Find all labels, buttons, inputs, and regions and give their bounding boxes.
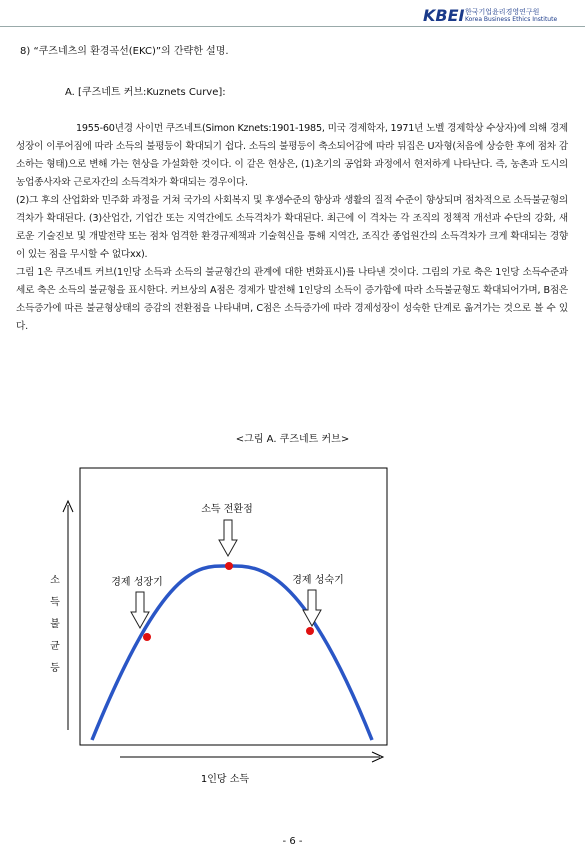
y-label-char-3: 불 — [50, 619, 60, 630]
x-axis-label: 1인당 소득 — [200, 774, 250, 785]
kuznets-curve — [92, 566, 372, 740]
figure-caption: <그림 A. 쿠즈네트 커브> — [235, 434, 350, 445]
subsection-heading: A. [쿠즈네트 커브:Kuznets Curve]: — [65, 87, 226, 98]
paragraph-1: 1955-60년경 사이먼 쿠즈네트(Simon Kznets:1901-1985, 미국 경제학자, 1971년 노벨 경제학상 수상자)에 의해 경제성장이 이루어짐에 따라 소득의 불평등이 확대되기 쉽다. 소득의 불평등이 축소되어감에 따라 뒤집은 U자형(처음에 상승한 후에 점차 감소하는 형태)으로 변해 가는 현상을 가설화한 것이다. 이 같은 현상은, (1)초기의 공업화 과정에서 현저하게 나타난다. 즉, 농촌과 도시의 농업종사자와 근로자간의 소득격차가 확대되는 경우이다. — [16, 123, 568, 188]
org-korean-name: 한국기업윤리경영연구원 — [465, 8, 540, 16]
paragraph-3: 그림 1은 쿠즈네트 커브(1인당 소득과 소득의 불균형간의 관계에 대한 변화표시)를 나타낸 것이다. 그림의 가로 축은 1인당 소득수준과 세로 축은 소득의 불균형을 표시한다. 커브상의 A점은 경제가 발전해 1인당의 소득이 증가함에 따라 소득불균형도 확대되어가며, B점은 소득증가에 따른 불균형상태의 증감의 전환점을 나타내며, C점은 소득증가에 따라 경제성장이 성숙한 단계로 옮겨가는 것으로 볼 수 있다. — [16, 267, 568, 332]
point-c — [306, 627, 314, 635]
svg-text:KBEI: KBEI — [423, 6, 465, 24]
y-label-char-4: 균 — [50, 641, 60, 652]
point-a — [143, 633, 151, 641]
question-heading: 8) “쿠즈네츠의 환경곡선(EKC)”의 간략한 설명. — [20, 46, 229, 57]
y-label-char-5: 등 — [50, 663, 60, 674]
page-number: - 6 - — [282, 836, 303, 847]
down-arrow-icon — [131, 592, 149, 628]
paragraph-2: (2)그 후의 산업화와 민주화 과정을 거쳐 국가의 사회복지 및 후생수준의 향상과 생활의 질적 수준이 향상되며 점차적으로 소득불균형의 격차가 확대된다. (3)산업간, 기업간 또는 지역간에도 소득격차가 확대된다. 최근에 이 격차는 각 조직의 정책적 개선과 수단의 강화, 새로운 기술진보 및 개발전략 또는 점차 엄격한 환경규제책과 기술혁신을 통해 지역간, 조직간 종업원간의 소득격차가 크게 확대되는 경향이 있는 점을 무시할 수 없다xx). — [16, 195, 568, 260]
down-arrow-icon — [219, 520, 237, 556]
point-b — [225, 562, 233, 570]
y-label-char-2: 득 — [50, 597, 60, 608]
label-growth-stage: 경제 성장기 — [111, 577, 163, 588]
y-label-char-1: 소 — [50, 575, 60, 586]
label-mature-stage: 경제 성숙기 — [292, 575, 344, 586]
org-english-name: Korea Business Ethics Institute — [465, 16, 558, 23]
label-turning-point: 소득 전환점 — [201, 504, 253, 515]
